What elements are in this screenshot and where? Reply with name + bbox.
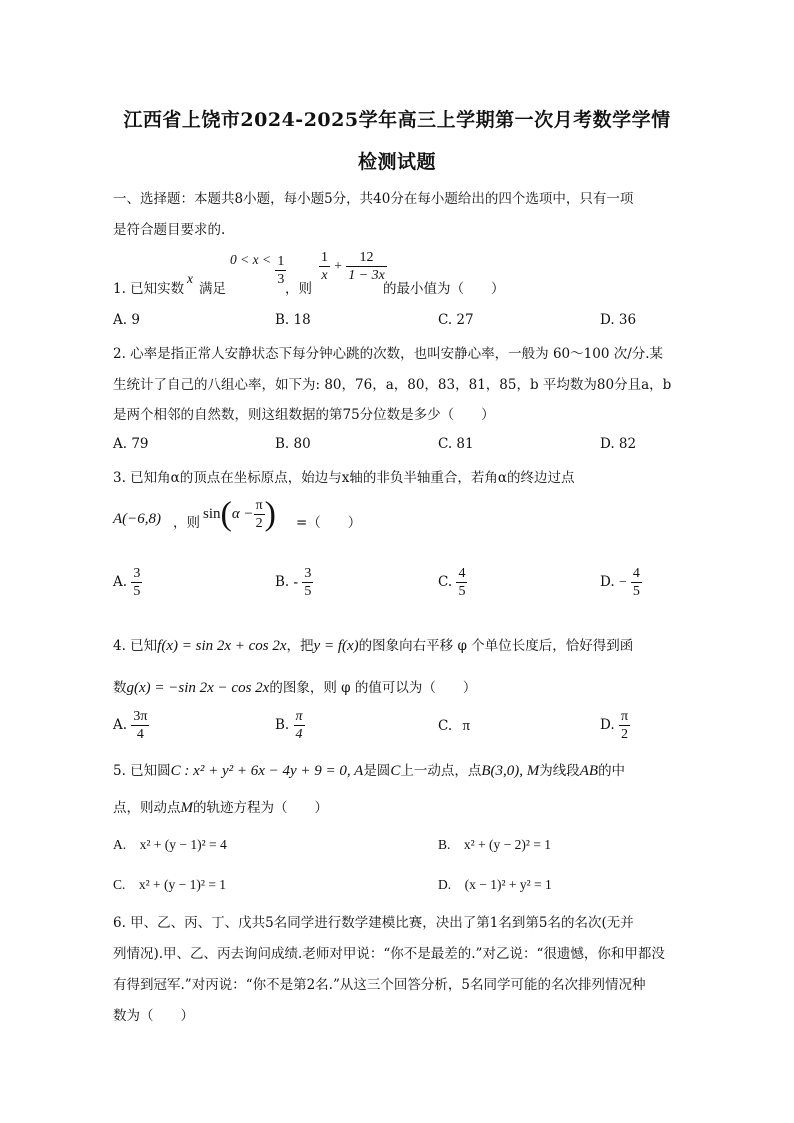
q1-then: ，则 xyxy=(285,281,312,297)
question-3-line1: 3. 已知角α的顶点在坐标原点，始边与x轴的非负半轴重合，若角α的终边过点 xyxy=(113,470,575,486)
q5-option-a: A. x² + (y − 1)² = 4 xyxy=(113,837,227,852)
q4-option-b-label: B. xyxy=(275,717,290,733)
q3-pi-num: π xyxy=(255,498,263,513)
q2-option-b: B. 80 xyxy=(275,436,311,452)
q1-var-x: x xyxy=(187,271,193,286)
q3-then: ，则 xyxy=(173,515,200,531)
q5-segment-ab: AB xyxy=(579,763,599,779)
q1-satisfy: 满足 xyxy=(199,281,226,297)
q4-intro: 4. 已知 xyxy=(113,638,158,654)
q3-left-paren: ( xyxy=(220,495,232,533)
q3-option-a-den: 5 xyxy=(133,584,141,599)
q3-option-a-num: 3 xyxy=(133,566,141,581)
question-2-line1: 2. 心率是指正常人安静状态下每分钟心跳的次数，也叫安静心率，一般为 60～100 次/分.某 xyxy=(113,346,664,362)
q1-f1-den: x xyxy=(321,268,328,283)
q1-fraction-2 xyxy=(346,249,387,284)
q4-f-definition: f(x) = sin 2x + cos 2x xyxy=(157,638,287,654)
q2-option-a: A. 79 xyxy=(113,436,149,452)
q5-point-b: B(3,0), M xyxy=(481,763,540,779)
q4-connector: ，把 xyxy=(286,638,314,654)
q3-option-b-label: B. xyxy=(275,574,290,590)
q1-prefix: 1. 已知实数 xyxy=(113,281,185,297)
q1-option-b: B. 18 xyxy=(275,312,311,328)
q3-option-d xyxy=(600,565,642,600)
q1-cond-num: 1 xyxy=(277,254,285,269)
q3-option-b-fraction xyxy=(302,565,313,600)
q3-alpha-minus: α − xyxy=(231,506,254,522)
q3-option-b-num: 3 xyxy=(304,566,312,581)
q4-g-definition: g(x) = −sin 2x − cos 2x xyxy=(126,680,270,696)
question-6-line3: 有得到冠军.”对丙说：“你不是第2名.”从这三个回答分析，5名同学可能的名次排列情况种 xyxy=(113,977,646,993)
q3-option-c xyxy=(438,565,467,600)
q1-cond-den: 3 xyxy=(277,272,285,287)
q1-option-d: D. 36 xyxy=(600,312,637,328)
q4-option-b-fraction xyxy=(294,708,305,743)
q3-option-d-sign: − xyxy=(618,574,627,589)
q3-option-c-num: 4 xyxy=(458,566,466,581)
q5-text-b: 是圆 xyxy=(363,763,391,779)
q4-option-a-den: 4 xyxy=(136,727,144,742)
q3-option-a xyxy=(113,565,142,600)
q3-option-c-label: C. xyxy=(438,574,453,590)
q1-suffix: 的最小值为（ ） xyxy=(383,281,505,297)
q4-option-d xyxy=(600,708,630,743)
q3-option-c-fraction xyxy=(456,565,467,600)
q3-option-d-label: D. xyxy=(600,574,615,590)
q5-c: C xyxy=(390,763,401,779)
q1-f2-den: 1 − 3x xyxy=(348,268,385,283)
q5-option-b: B. x² + (y − 2)² = 1 xyxy=(438,837,552,852)
q3-sin: sin xyxy=(203,506,221,522)
q4-line2-tail: 的图象，则 φ 的值可以为（ ） xyxy=(269,680,477,696)
q5-option-d: D. (x − 1)² + y² = 1 xyxy=(438,877,552,892)
q4-line1-tail: 的图象向右平移 φ 个单位长度后，恰好得到函 xyxy=(358,638,634,654)
q2-option-d: D. 82 xyxy=(600,436,637,452)
q1-option-a: A. 9 xyxy=(113,312,140,328)
q3-option-b-sign: - xyxy=(293,574,299,589)
q5-line2-head: 点，则动点 xyxy=(113,800,181,816)
q4-option-b xyxy=(275,708,305,743)
q4-option-b-num: π xyxy=(295,709,303,724)
q1-condition xyxy=(230,247,286,287)
q3-option-d-fraction xyxy=(631,565,642,600)
exam-title-line2: 检测试题 xyxy=(357,151,436,173)
exam-title-line1: 江西省上饶市2024-2025学年高三上学期第一次月考数学学情 xyxy=(123,109,671,131)
q1-condition-lhs: 0 < x < xyxy=(230,252,272,267)
q4-option-a-fraction xyxy=(131,708,149,743)
q4-option-d-fraction xyxy=(619,708,630,743)
q3-option-d-den: 5 xyxy=(632,584,640,599)
question-2-line2: 生统计了自己的八组心率，如下为: 80，76，a，80，83，81，85，b 平均数为80分且a，b xyxy=(113,377,672,393)
question-2-line3: 是两个相邻的自然数，则这组数据的第75分位数是多少（ ） xyxy=(113,407,495,423)
q5-intro: 5. 已知圆 xyxy=(113,763,171,779)
q1-f2-num: 12 xyxy=(346,249,387,267)
q4-option-b-den: 4 xyxy=(295,727,303,742)
q5-text-d: 为线段 xyxy=(539,763,580,779)
q4-y-definition: y = f(x) xyxy=(313,638,359,654)
q3-expression xyxy=(203,497,276,532)
q3-right-paren: ) xyxy=(264,495,276,533)
question-5-line2 xyxy=(113,796,328,817)
q5-m: M xyxy=(180,800,193,816)
q3-option-d-num: 4 xyxy=(632,566,640,581)
q1-plus: + xyxy=(334,258,342,273)
q3-pi-over-2 xyxy=(254,497,265,532)
q5-option-c: C. x² + (y − 1)² = 1 xyxy=(113,877,227,892)
question-6-line1: 6. 甲、乙、丙、丁、戊共5名同学进行数学建模比赛，决出了第1名到第5名的名次(无并 xyxy=(113,915,634,931)
q5-text-c: 上一动点，点 xyxy=(400,763,482,779)
q3-option-b xyxy=(275,565,313,600)
section-heading-line2: 是符合题目要求的. xyxy=(113,222,226,238)
question-4-line1 xyxy=(113,634,633,655)
q5-circle-equation: C : x² + y² + 6x − 4y + 9 = 0, A xyxy=(170,763,364,779)
q2-option-c: C. 81 xyxy=(438,436,474,452)
question-5-line1 xyxy=(113,759,625,780)
q4-option-c xyxy=(438,718,470,735)
q3-option-a-fraction xyxy=(131,565,142,600)
q3-option-a-label: A. xyxy=(113,574,128,590)
q1-fraction-1 xyxy=(319,249,330,284)
q5-line2-tail: 的轨迹方程为（ ） xyxy=(193,800,328,816)
q4-option-a-num: 3π xyxy=(133,709,148,724)
q5-text-e: 的中 xyxy=(598,763,626,779)
q3-pi-den: 2 xyxy=(255,516,263,531)
q3-equals: =（ ） xyxy=(296,515,362,531)
q3-point: A(−6,8) xyxy=(113,511,162,527)
q4-option-d-num: π xyxy=(620,709,629,724)
q4-line2-head: 数 xyxy=(113,680,127,696)
q3-option-b-den: 5 xyxy=(304,584,312,599)
q3-option-c-den: 5 xyxy=(458,584,466,599)
question-4-line2 xyxy=(113,676,476,697)
q1-option-c: C. 27 xyxy=(438,312,474,328)
q4-option-c-value: π xyxy=(462,718,471,734)
q4-option-a xyxy=(113,708,149,743)
q1-expression xyxy=(319,249,387,284)
q1-f1-num: 1 xyxy=(321,250,328,265)
section-heading-line1: 一、选择题：本题共8小题，每小题5分，共40分在每小题给出的四个选项中，只有一项 xyxy=(113,191,634,207)
q4-option-d-label: D. xyxy=(600,717,615,733)
q4-option-a-label: A. xyxy=(113,717,128,733)
q4-option-d-den: 2 xyxy=(620,727,628,742)
question-6-line4: 数为（ ） xyxy=(113,1008,194,1024)
question-6-line2: 列情况).甲、乙、丙去询问成绩.老师对甲说：“你不是最差的.”对乙说：“很遗憾，你和甲都没 xyxy=(113,946,665,962)
q4-option-c-label: C. xyxy=(438,718,453,734)
